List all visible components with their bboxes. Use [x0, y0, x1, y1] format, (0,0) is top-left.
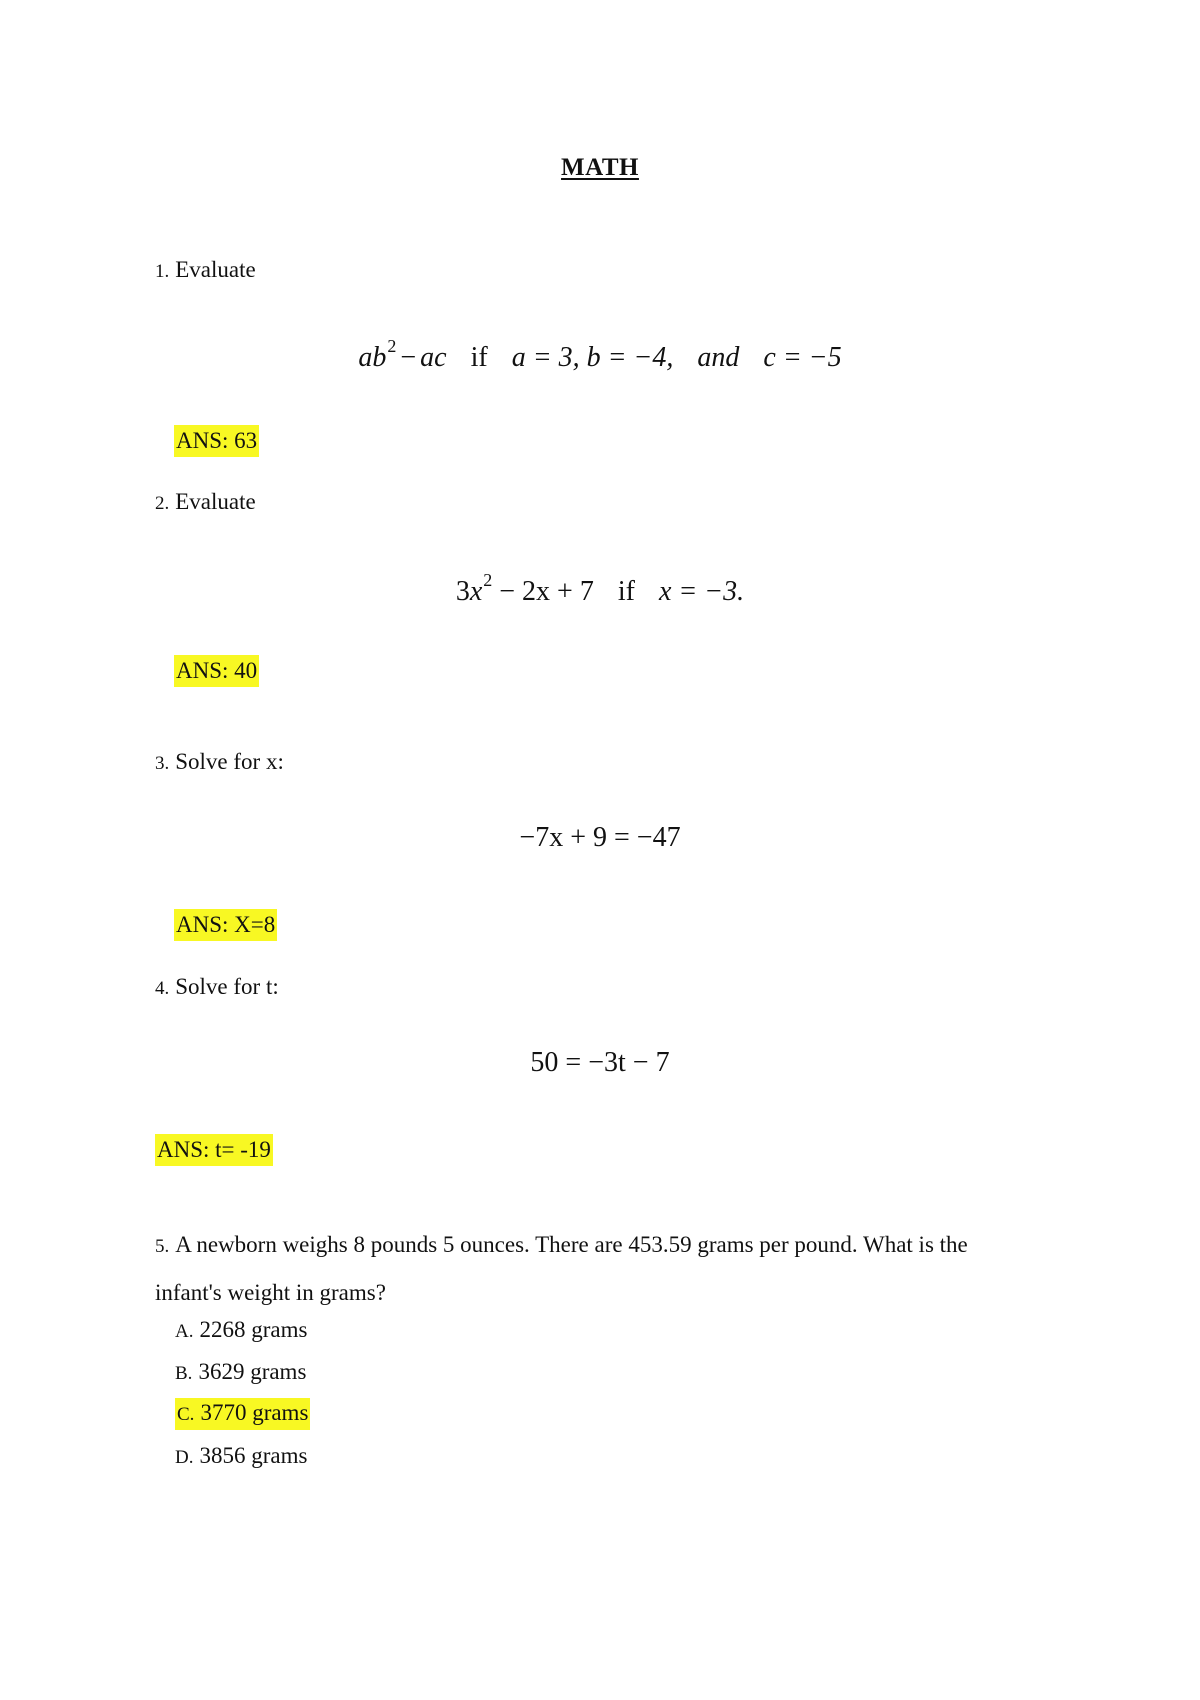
- expr-condition: x = −3.: [658, 576, 745, 607]
- option-text: 2268 grams: [199, 1317, 308, 1342]
- option-text: 3856 grams: [199, 1443, 308, 1468]
- option-letter: A.: [175, 1321, 194, 1342]
- question-1-prompt: [155, 255, 256, 287]
- page-title: MATH: [561, 154, 639, 181]
- option-letter: B.: [175, 1363, 193, 1384]
- question-number: 4.: [155, 978, 170, 999]
- question-2-expression: [0, 570, 1200, 608]
- expr-term: a: [358, 342, 373, 373]
- question-text: Evaluate: [175, 489, 256, 514]
- option-d: [175, 1441, 307, 1473]
- question-4-prompt: [155, 972, 279, 1004]
- answer-3: ANS: X=8: [174, 909, 277, 941]
- expr-exponent: 2: [483, 570, 493, 590]
- option-letter: D.: [175, 1447, 194, 1468]
- expr-term: ac: [420, 342, 447, 373]
- question-text: Solve for x:: [175, 749, 284, 774]
- question-text: Evaluate: [175, 257, 256, 282]
- option-text: 3629 grams: [198, 1359, 307, 1384]
- expr-term: x: [469, 576, 483, 607]
- question-5-prompt: [155, 1222, 1025, 1316]
- answer-1: ANS: 63: [174, 425, 259, 457]
- answer-2: ANS: 40: [174, 655, 259, 687]
- question-3-prompt: [155, 747, 284, 779]
- expr-term: 3: [455, 576, 470, 607]
- question-text: Solve for t:: [175, 974, 279, 999]
- question-text: A newborn weighs 8 pounds 5 ounces. There are 453.59 grams per pound. What is the infant's weight in grams?: [155, 1232, 968, 1305]
- question-3-expression: −7x + 9 = −47: [519, 822, 681, 853]
- answer-4: ANS: t= -19: [155, 1134, 273, 1166]
- expr-if: if: [470, 342, 488, 373]
- expr-condition: b = −4,: [586, 342, 674, 373]
- question-number: 2.: [155, 493, 170, 514]
- expr-exponent: 2: [387, 336, 397, 356]
- option-a: [175, 1315, 307, 1347]
- expr-term: − 2x + 7: [499, 576, 594, 607]
- option-text: 3770 grams: [200, 1400, 309, 1425]
- question-number: 1.: [155, 261, 170, 282]
- expr-term: b: [372, 342, 387, 373]
- question-number: 5.: [155, 1236, 170, 1257]
- question-1-expression: [0, 336, 1200, 374]
- expr-condition: a = 3,: [511, 342, 580, 373]
- option-letter: C.: [177, 1404, 195, 1425]
- question-4-expression: 50 = −3t − 7: [530, 1047, 670, 1078]
- expr-and: and: [697, 342, 740, 373]
- expr-if: if: [617, 576, 635, 607]
- question-number: 3.: [155, 753, 170, 774]
- expr-condition: c = −5: [763, 342, 842, 373]
- option-b: [175, 1357, 306, 1389]
- option-c-correct: [175, 1398, 310, 1430]
- question-2-prompt: [155, 487, 256, 519]
- expr-operator: −: [400, 342, 417, 373]
